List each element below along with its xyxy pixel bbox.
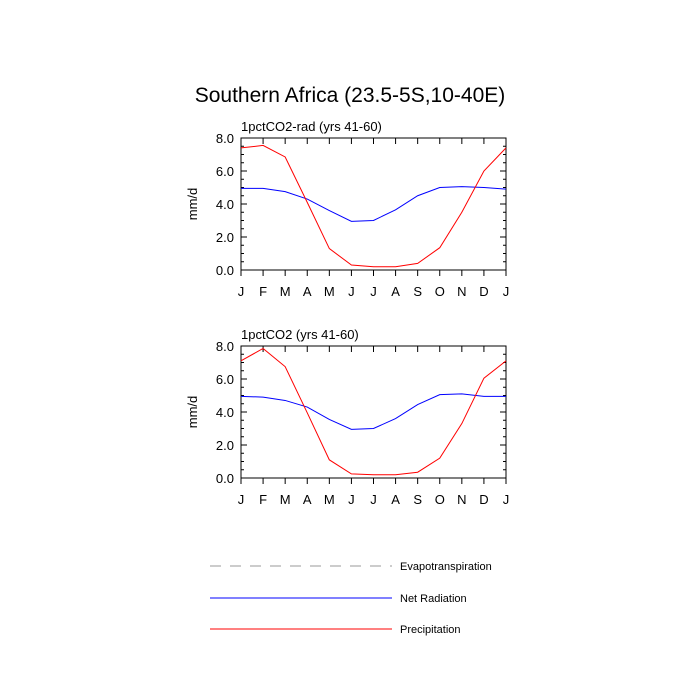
y-tick-label: 2.0 [215, 438, 234, 453]
y-tick-label: 4.0 [215, 405, 234, 420]
plot-frame [241, 346, 506, 478]
y-tick-label: 6.0 [215, 372, 234, 387]
x-tick-label: A [302, 284, 312, 299]
y-axis-label: mm/d [185, 187, 200, 221]
chart-panel-2 [185, 327, 509, 507]
chart-panel-1 [185, 119, 509, 299]
legend-label: Precipitation [400, 624, 461, 636]
y-axis-label: mm/d [185, 395, 200, 429]
y-tick-label: 0.0 [215, 263, 234, 278]
x-tick-label: A [391, 492, 400, 507]
x-tick-label: J [348, 492, 355, 507]
x-tick-label: A [391, 284, 400, 299]
series-line-net-radiation [241, 394, 506, 429]
y-tick-label: 0.0 [215, 471, 234, 486]
x-tick-label: M [279, 284, 291, 299]
y-tick-label: 8.0 [215, 131, 234, 146]
x-tick-label: N [457, 284, 467, 299]
x-tick-label: S [413, 284, 423, 299]
x-tick-label: M [323, 284, 335, 299]
x-tick-label: F [259, 492, 268, 507]
x-tick-label: J [237, 284, 245, 299]
x-tick-label: D [479, 284, 489, 299]
x-tick-label: J [370, 284, 377, 299]
y-tick-label: 8.0 [215, 339, 234, 354]
legend-label: Net Radiation [400, 593, 467, 605]
legend [210, 561, 492, 636]
x-tick-label: J [502, 284, 510, 299]
y-tick-label: 2.0 [215, 230, 234, 245]
x-tick-label: J [370, 492, 377, 507]
x-tick-label: F [259, 284, 268, 299]
panel-title: 1pctCO2-rad (yrs 41-60) [241, 119, 382, 134]
page-title: Southern Africa (23.5-5S,10-40E) [194, 84, 506, 107]
series-line-precipitation [241, 348, 506, 474]
series-line-precipitation [241, 145, 506, 266]
x-tick-label: M [323, 492, 335, 507]
x-tick-label: N [457, 492, 467, 507]
x-tick-label: S [413, 492, 423, 507]
y-tick-label: 6.0 [215, 164, 234, 179]
x-tick-label: J [237, 492, 245, 507]
y-tick-label: 4.0 [215, 197, 234, 212]
panel-title: 1pctCO2 (yrs 41-60) [241, 327, 359, 342]
x-tick-label: O [434, 284, 445, 299]
x-tick-label: O [434, 492, 445, 507]
x-tick-label: A [302, 492, 312, 507]
x-tick-label: J [348, 284, 355, 299]
legend-label: Evapotranspiration [400, 561, 492, 573]
x-tick-label: D [479, 492, 489, 507]
x-tick-label: M [279, 492, 291, 507]
x-tick-label: J [502, 492, 510, 507]
